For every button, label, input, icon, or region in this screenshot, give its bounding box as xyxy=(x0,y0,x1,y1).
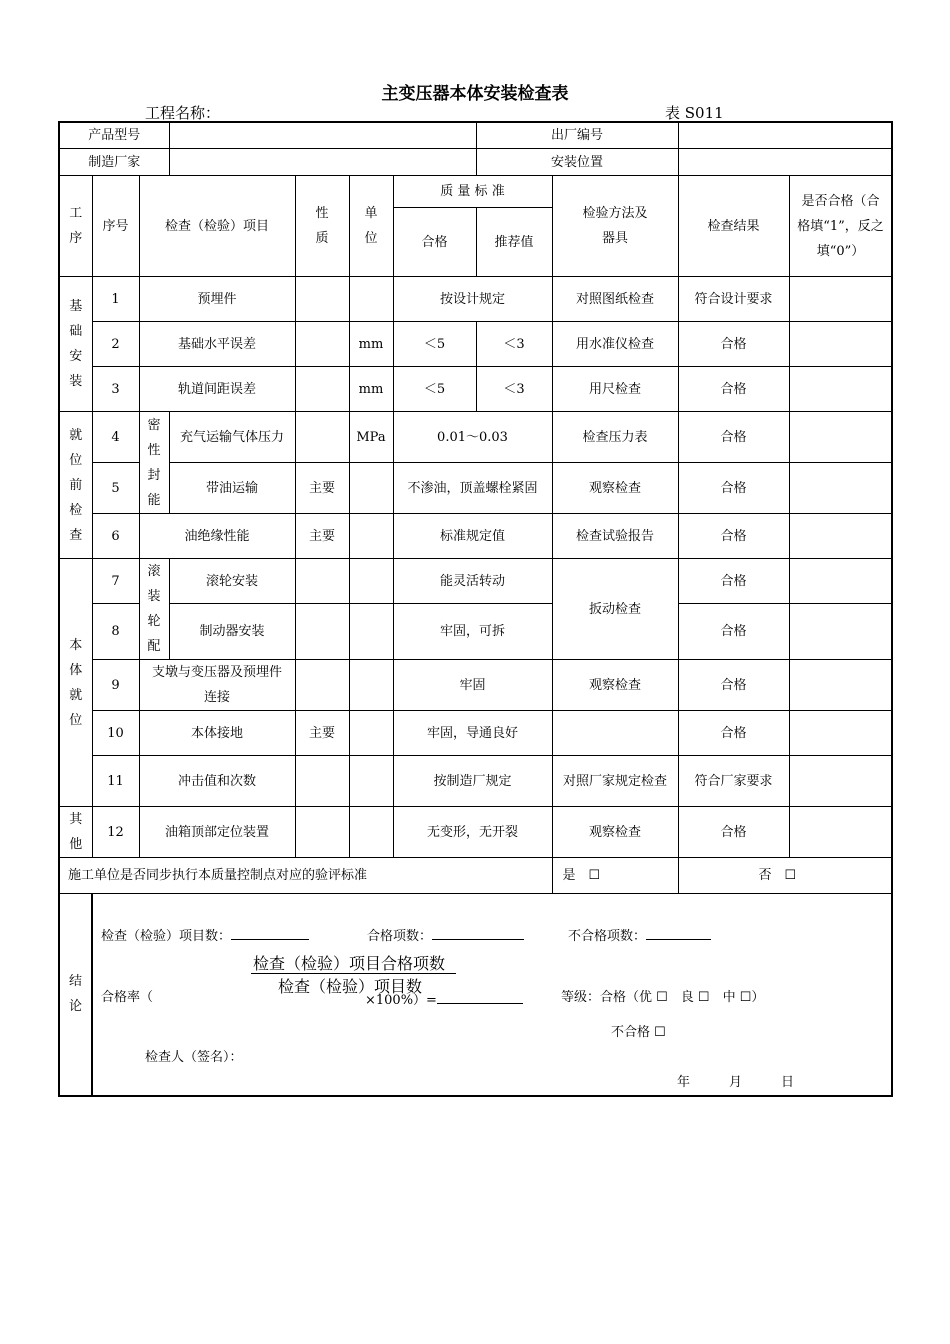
row-unit: mm xyxy=(349,367,393,412)
row-unit xyxy=(349,463,393,514)
row-standard: 牢固，可拆 xyxy=(393,604,552,660)
row-method: 扳动检查 xyxy=(552,559,678,660)
row-item: 轨道间距误差 xyxy=(139,367,295,412)
sync-yes[interactable]: 是 ☐ xyxy=(552,858,678,894)
pass-rate-prefix: 合格率（ xyxy=(101,990,154,1005)
row-result: 合格 xyxy=(678,660,789,711)
row-unit: MPa xyxy=(349,412,393,463)
info-row-1 xyxy=(59,122,892,149)
conclusion-label: 结论 xyxy=(59,894,92,1096)
header-method: 检验方法及器具 xyxy=(552,176,678,277)
group-roller: 滚装轮配 xyxy=(139,559,169,660)
header-unit: 单位 xyxy=(349,176,393,277)
row-standard: 0.01～0.03 xyxy=(393,412,552,463)
row-qualified-cell[interactable] xyxy=(789,412,892,463)
row-method: 检查压力表 xyxy=(552,412,678,463)
row-nature xyxy=(295,367,349,412)
row-qualified-cell[interactable] xyxy=(789,604,892,660)
item-count-line: 检查（检验）项目数： xyxy=(101,925,309,946)
row-standard: 无变形，无开裂 xyxy=(393,807,552,858)
unqualified-checkbox[interactable]: 不合格 ☐ xyxy=(611,1025,666,1040)
row-no: 5 xyxy=(92,463,139,514)
row-no: 11 xyxy=(92,756,139,807)
table-row xyxy=(59,367,892,412)
sync-no[interactable]: 否 ☐ xyxy=(678,858,892,894)
header-result: 检查结果 xyxy=(678,176,789,277)
row-no: 4 xyxy=(92,412,139,463)
row-nature xyxy=(295,807,349,858)
header-seq: 序号 xyxy=(92,176,139,277)
row-result: 合格 xyxy=(678,412,789,463)
row-method: 对照厂家规定检查 xyxy=(552,756,678,807)
row-unit xyxy=(349,756,393,807)
row-no: 6 xyxy=(92,514,139,559)
row-qualified-cell[interactable] xyxy=(789,807,892,858)
row-result: 符合厂家要求 xyxy=(678,756,789,807)
row-qualified-cell[interactable] xyxy=(789,463,892,514)
row-unit xyxy=(349,711,393,756)
row-method: 用尺检查 xyxy=(552,367,678,412)
row-standard: 牢固，导通良好 xyxy=(393,711,552,756)
row-no: 8 xyxy=(92,604,139,660)
row-nature xyxy=(295,660,349,711)
inspector-signature[interactable]: 检查人（签名）： xyxy=(145,1050,243,1065)
row-unit xyxy=(349,559,393,604)
table-row xyxy=(59,756,892,807)
install-position-value[interactable] xyxy=(678,149,892,176)
row-recommended: ＜3 xyxy=(476,367,552,412)
header-recommended: 推荐值 xyxy=(476,208,552,277)
formula-denominator: 检查（检验）项目数 xyxy=(278,977,423,996)
table-row xyxy=(59,277,892,322)
row-nature xyxy=(295,277,349,322)
info-row-2 xyxy=(59,149,892,176)
row-nature xyxy=(295,604,349,660)
group-pre-position: 就位前检查 xyxy=(59,412,92,559)
conclusion-area xyxy=(92,894,892,1096)
row-result: 合格 xyxy=(678,604,789,660)
row-item: 油箱顶部定位装置 xyxy=(139,807,295,858)
row-item: 支墩与变压器及预埋件连接 xyxy=(139,660,295,711)
sync-row xyxy=(59,858,892,894)
row-result: 合格 xyxy=(678,322,789,367)
group-other: 其他 xyxy=(59,807,92,858)
row-unit xyxy=(349,807,393,858)
row-qualified-cell[interactable] xyxy=(789,322,892,367)
row-no: 2 xyxy=(92,322,139,367)
row-nature: 主要 xyxy=(295,514,349,559)
row-nature: 主要 xyxy=(295,711,349,756)
row-nature xyxy=(295,322,349,367)
product-model-value[interactable] xyxy=(169,122,476,149)
row-recommended: ＜3 xyxy=(476,322,552,367)
row-result: 符合设计要求 xyxy=(678,277,789,322)
pass-rate-suffix: ×100%）= xyxy=(365,989,523,1010)
row-result: 合格 xyxy=(678,514,789,559)
table-row xyxy=(59,559,892,604)
row-result: 合格 xyxy=(678,463,789,514)
item-count-field[interactable] xyxy=(231,925,309,940)
row-nature: 主要 xyxy=(295,463,349,514)
row-method: 观察检查 xyxy=(552,463,678,514)
header-item: 检查（检验）项目 xyxy=(139,176,295,277)
header-quality-standard: 质 量 标 准 xyxy=(393,176,552,208)
header-qualified: 是否合格（合格填“1”，反之填“0”） xyxy=(789,176,892,277)
header-row-1 xyxy=(59,176,892,208)
row-standard: 按制造厂规定 xyxy=(393,756,552,807)
sync-question: 施工单位是否同步执行本质量控制点对应的验评标准 xyxy=(59,858,552,894)
row-standard: 不渗油，顶盖螺栓紧固 xyxy=(393,463,552,514)
row-no: 12 xyxy=(92,807,139,858)
row-method: 观察检查 xyxy=(552,807,678,858)
table-row xyxy=(59,711,892,756)
row-qualified-cell[interactable] xyxy=(789,514,892,559)
row-method xyxy=(552,711,678,756)
group-body-position: 本体就位 xyxy=(59,559,92,807)
row-qualified-cell[interactable] xyxy=(789,660,892,711)
row-item: 油绝缘性能 xyxy=(139,514,295,559)
grade-options[interactable]: 等级：合格（优 ☐ 良 ☐ 中 ☐） xyxy=(561,990,765,1005)
pass-count-field[interactable] xyxy=(432,925,524,940)
row-qualified-cell[interactable] xyxy=(789,711,892,756)
row-unit xyxy=(349,660,393,711)
table-row xyxy=(59,322,892,367)
row-unit: mm xyxy=(349,322,393,367)
table-number: 表 S011 xyxy=(665,104,724,122)
row-result: 合格 xyxy=(678,367,789,412)
manufacturer-value[interactable] xyxy=(169,149,476,176)
row-result: 合格 xyxy=(678,807,789,858)
row-nature xyxy=(295,559,349,604)
inspection-table xyxy=(58,121,893,1097)
row-item: 充气运输气体压力 xyxy=(169,412,295,463)
header-process: 工序 xyxy=(59,176,92,277)
row-standard: 牢固 xyxy=(393,660,552,711)
table-row xyxy=(59,807,892,858)
row-qualified-cell[interactable] xyxy=(789,756,892,807)
row-qualified-cell[interactable] xyxy=(789,367,892,412)
row-standard: 按设计规定 xyxy=(393,277,552,322)
row-item: 本体接地 xyxy=(139,711,295,756)
conclusion-row xyxy=(59,894,892,1096)
row-qualified-cell[interactable] xyxy=(789,277,892,322)
row-method: 观察检查 xyxy=(552,660,678,711)
header-nature: 性质 xyxy=(295,176,349,277)
factory-no-value[interactable] xyxy=(678,122,892,149)
row-unit xyxy=(349,277,393,322)
row-method: 检查试验报告 xyxy=(552,514,678,559)
row-method: 用水准仪检查 xyxy=(552,322,678,367)
group-seal: 密性封能 xyxy=(139,412,169,514)
row-unit xyxy=(349,514,393,559)
pass-rate-field[interactable] xyxy=(437,989,523,1004)
row-item: 滚轮安装 xyxy=(169,559,295,604)
group-foundation: 基础安装 xyxy=(59,277,92,412)
table-row xyxy=(59,412,892,463)
row-nature xyxy=(295,756,349,807)
row-standard: 能灵活转动 xyxy=(393,559,552,604)
manufacturer-label: 制造厂家 xyxy=(59,149,169,176)
sign-date[interactable]: 年 月 日 xyxy=(677,1075,795,1090)
row-item: 冲击值和次数 xyxy=(139,756,295,807)
page-title: 主变压器本体安装检查表 xyxy=(381,84,569,104)
project-name-label: 工程名称： xyxy=(145,104,221,122)
row-no: 9 xyxy=(92,660,139,711)
row-unit xyxy=(349,604,393,660)
row-standard: 标准规定值 xyxy=(393,514,552,559)
table-row xyxy=(59,463,892,514)
row-item: 制动器安装 xyxy=(169,604,295,660)
table-row xyxy=(59,514,892,559)
factory-no-label: 出厂编号 xyxy=(476,122,678,149)
row-item: 基础水平误差 xyxy=(139,322,295,367)
row-qualified-cell[interactable] xyxy=(789,559,892,604)
table-row xyxy=(59,604,892,660)
install-position-label: 安装位置 xyxy=(476,149,678,176)
product-model-label: 产品型号 xyxy=(59,122,169,149)
row-nature xyxy=(295,412,349,463)
table-row xyxy=(59,660,892,711)
row-method: 对照图纸检查 xyxy=(552,277,678,322)
row-no: 1 xyxy=(92,277,139,322)
formula-numerator: 检查（检验）项目合格项数 xyxy=(253,954,446,973)
row-no: 7 xyxy=(92,559,139,604)
header-pass: 合格 xyxy=(393,208,476,277)
row-item: 带油运输 xyxy=(169,463,295,514)
row-pass: ＜5 xyxy=(393,322,476,367)
row-no: 10 xyxy=(92,711,139,756)
fail-count-line: 不合格项数： xyxy=(568,925,711,946)
pass-count-line: 合格项数： xyxy=(367,925,524,946)
row-item: 预埋件 xyxy=(139,277,295,322)
row-result: 合格 xyxy=(678,711,789,756)
row-result: 合格 xyxy=(678,559,789,604)
row-pass: ＜5 xyxy=(393,367,476,412)
fail-count-field[interactable] xyxy=(646,925,711,940)
row-no: 3 xyxy=(92,367,139,412)
